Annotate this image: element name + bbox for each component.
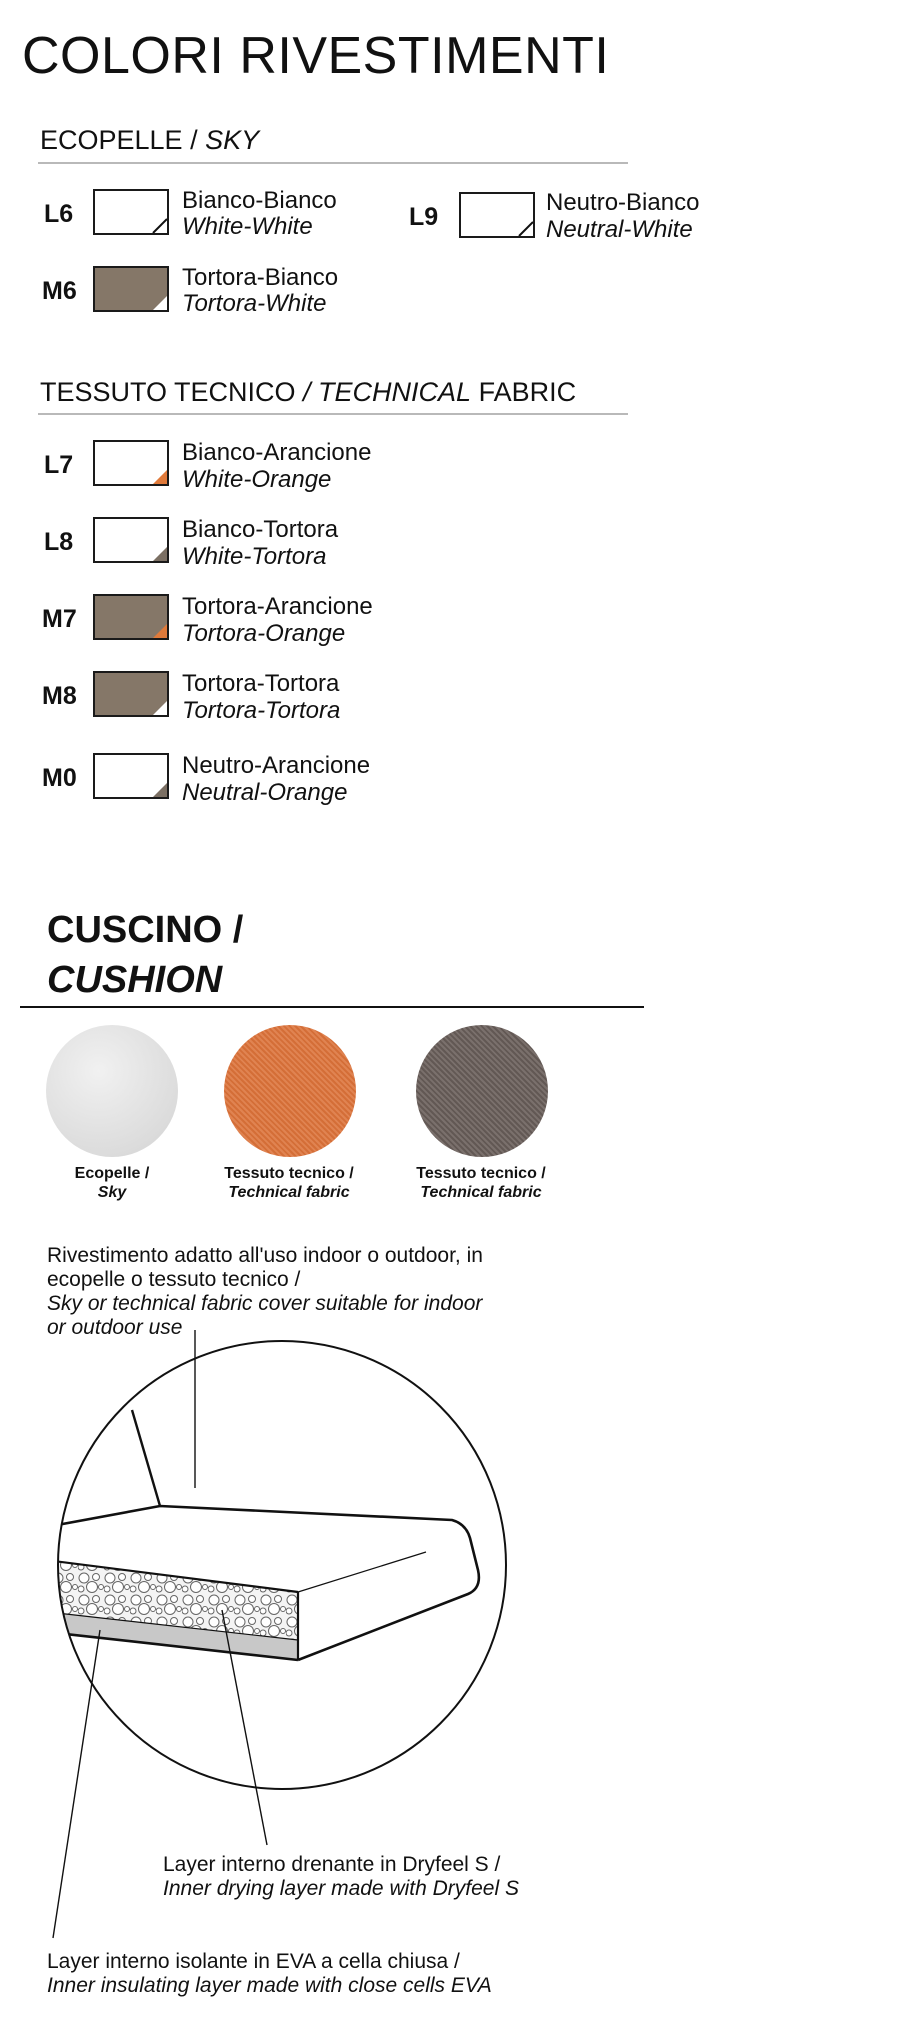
cushion-title-it: CUSCINO / — [47, 909, 244, 951]
cushion-title-en: CUSHION — [47, 959, 223, 1001]
swatch-l8[interactable] — [93, 517, 169, 563]
drying-layer-note — [163, 1853, 519, 1901]
swatch-l6[interactable] — [93, 189, 169, 235]
sample-circle-technical-orange[interactable] — [224, 1025, 356, 1157]
ecopelle-section-title — [40, 127, 259, 154]
swatch-l8-graphic — [95, 519, 167, 561]
swatch-code-m7: M7 — [42, 605, 77, 633]
cushion-divider — [20, 1006, 644, 1008]
swatch-m6-graphic — [95, 268, 167, 310]
swatch-l7-graphic — [95, 442, 167, 484]
swatch-l6-name-it: Bianco-Bianco — [182, 187, 337, 214]
swatch-m0[interactable] — [93, 753, 169, 799]
swatch-l7-name-it: Bianco-Arancione — [182, 439, 372, 466]
insulating-note-it: Layer interno isolante in EVA a cella chiusa / — [47, 1950, 460, 1973]
swatch-l6-name-en: White-White — [182, 213, 313, 240]
tessuto-title-it: TESSUTO TECNICO — [40, 377, 304, 407]
cover-note-en-1: Sky or technical fabric cover suitable for indoor — [47, 1292, 483, 1315]
swatch-m7-name-en: Tortora-Orange — [182, 620, 346, 647]
swatch-l7-name-en: White-Orange — [182, 466, 332, 493]
swatch-m0-name-en: Neutral-Orange — [182, 779, 348, 806]
page-title: COLORI RIVESTIMENTI — [22, 27, 610, 85]
tessuto-title-end: FABRIC — [471, 377, 577, 407]
swatch-m8[interactable] — [93, 671, 169, 717]
swatch-code-l6: L6 — [44, 200, 74, 228]
sample-label-sky-it: Ecopelle / — [74, 1165, 150, 1182]
swatch-l8-name-en: White-Tortora — [182, 543, 327, 570]
swatch-m7[interactable] — [93, 594, 169, 640]
swatch-l9[interactable] — [459, 192, 535, 238]
sample-label-technical-1-it: Tessuto tecnico / — [224, 1165, 354, 1182]
swatch-code-l8: L8 — [44, 528, 74, 556]
sample-circle-technical-tortora[interactable] — [416, 1025, 548, 1157]
swatch-l7[interactable] — [93, 440, 169, 486]
swatch-l8-name-it: Bianco-Tortora — [182, 516, 339, 543]
swatch-m0-graphic — [95, 755, 167, 797]
ecopelle-title-en: SKY — [205, 125, 260, 155]
ecopelle-divider — [38, 162, 628, 164]
sample-label-technical-1 — [194, 1164, 384, 1202]
insulating-note-en: Inner insulating layer made with close cells EVA — [47, 1974, 492, 1997]
swatch-code-l7: L7 — [44, 451, 74, 479]
ecopelle-title-it: ECOPELLE / — [40, 125, 206, 155]
detail-circle — [58, 1341, 506, 1789]
swatch-code-m8: M8 — [42, 682, 77, 710]
cover-note-en-2: or outdoor use — [47, 1316, 183, 1339]
sample-label-technical-2-en: Technical fabric — [420, 1184, 542, 1201]
swatch-m8-graphic — [95, 673, 167, 715]
sample-circle-sky[interactable] — [46, 1025, 178, 1157]
swatch-l9-name-en: Neutral-White — [546, 216, 693, 243]
swatch-m7-name-it: Tortora-Arancione — [182, 593, 373, 620]
swatch-m6[interactable] — [93, 266, 169, 312]
drying-note-en: Inner drying layer made with Dryfeel S — [163, 1877, 519, 1900]
tessuto-divider — [38, 413, 628, 415]
insulating-layer-note — [47, 1950, 492, 1998]
swatch-code-m6: M6 — [42, 277, 77, 305]
swatch-code-m0: M0 — [42, 764, 77, 792]
cover-note-it-2: ecopelle o tessuto tecnico / — [47, 1268, 301, 1291]
swatch-l6-graphic — [95, 191, 167, 233]
swatch-m8-name-it: Tortora-Tortora — [182, 670, 340, 697]
swatch-m8-name-en: Tortora-Tortora — [182, 697, 341, 724]
sample-label-technical-2 — [386, 1164, 576, 1202]
cover-note — [47, 1244, 483, 1340]
drying-note-it: Layer interno drenante in Dryfeel S / — [163, 1853, 501, 1876]
cushion-section-title — [47, 905, 243, 1005]
swatch-m6-name-it: Tortora-Bianco — [182, 264, 339, 291]
tessuto-section-title — [40, 379, 576, 406]
insulating-pointer-line — [53, 1630, 100, 1938]
swatch-code-l9: L9 — [409, 203, 439, 231]
swatch-l9-graphic — [461, 194, 533, 236]
swatch-m7-graphic — [95, 596, 167, 638]
sample-label-sky-en: Sky — [97, 1184, 127, 1201]
sample-label-technical-1-en: Technical fabric — [228, 1184, 350, 1201]
swatch-m0-name-it: Neutro-Arancione — [182, 752, 371, 779]
swatch-m6-name-en: Tortora-White — [182, 290, 327, 317]
sample-label-technical-2-it: Tessuto tecnico / — [416, 1165, 546, 1182]
tessuto-title-en: / TECHNICAL — [303, 377, 472, 407]
sample-label-sky — [17, 1164, 207, 1202]
cover-note-it-1: Rivestimento adatto all'uso indoor o outdoor, in — [47, 1244, 483, 1267]
swatch-l9-name-it: Neutro-Bianco — [546, 189, 700, 216]
